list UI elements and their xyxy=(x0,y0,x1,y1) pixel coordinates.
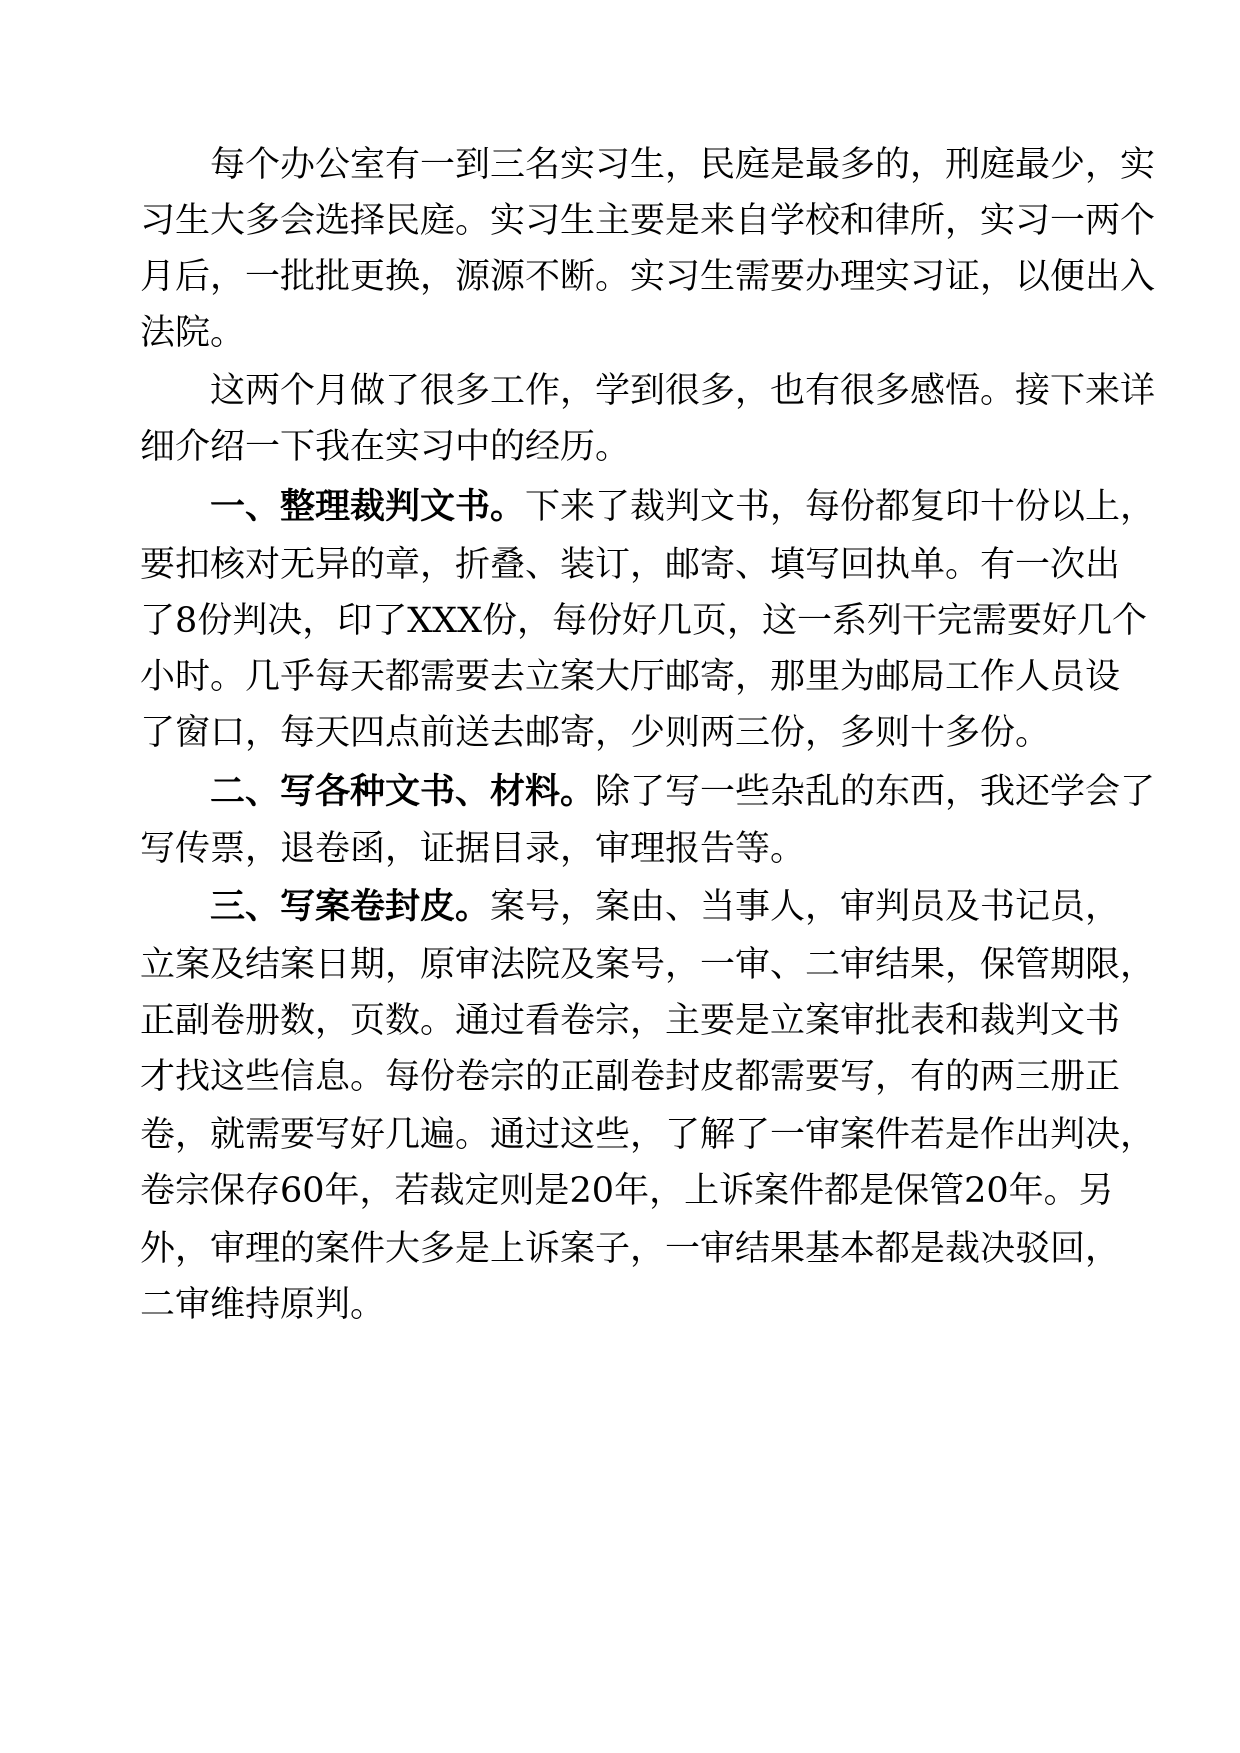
paragraph-1-line-1: 每个办公室有一到三名实习生，民庭是最多的，刑庭最少，实 xyxy=(210,145,1156,185)
section-2-heading: 二、写各种文书、材料。 xyxy=(210,771,596,812)
paragraph-1-line-3: 月后，一批批更换，源源不断。实习生需要办理实习证，以便出入 xyxy=(140,257,1156,297)
paragraph-5-line-5: 卷，就需要写好几遍。通过这些，了解了一审案件若是作出判决， xyxy=(140,1115,1156,1155)
paragraph-1-line-4: 法院。 xyxy=(140,313,246,353)
paragraph-5-line-7: 外，审理的案件大多是上诉案子，一审结果基本都是裁决驳回， xyxy=(140,1229,1121,1269)
paragraph-5-line-3: 正副卷册数，页数。通过看卷宗，主要是立案审批表和裁判文书 xyxy=(140,1001,1121,1041)
paragraph-5-line-2: 立案及结案日期，原审法院及案号，一审、二审结果，保管期限， xyxy=(140,945,1156,985)
paragraph-4-line-1 xyxy=(140,767,1156,817)
paragraph-3-line-5: 了窗口，每天四点前送去邮寄，少则两三份，多则十多份。 xyxy=(140,713,1051,753)
paragraph-5-line-1 xyxy=(140,882,1121,932)
paragraph-1-line-2: 习生大多会选择民庭。实习生主要是来自学校和律所，实习一两个 xyxy=(140,201,1156,241)
paragraph-3-line-1 xyxy=(140,482,1156,532)
paragraph-5-line-8: 二审维持原判。 xyxy=(140,1285,386,1325)
paragraph-2-line-2: 细介绍一下我在实习中的经历。 xyxy=(140,427,631,467)
section-1-text: 下来了裁判文书，每份都复印十份以上， xyxy=(525,487,1156,527)
section-3-heading: 三、写案卷封皮。 xyxy=(210,886,491,927)
section-1-heading: 一、整理裁判文书。 xyxy=(210,486,526,527)
paragraph-3-line-4: 小时。几乎每天都需要去立案大厅邮寄，那里为邮局工作人员设 xyxy=(140,657,1121,697)
paragraph-5-line-4: 才找这些信息。每份卷宗的正副卷封皮都需要写，有的两三册正 xyxy=(140,1057,1121,1097)
paragraph-4-line-2: 写传票，退卷函，证据目录，审理报告等。 xyxy=(140,829,806,869)
paragraph-3-line-3: 了8份判决，印了XXX份，每份好几页，这一系列干完需要好几个 xyxy=(140,601,1148,641)
paragraph-3-line-2: 要扣核对无异的章，折叠、装订，邮寄、填写回执单。有一次出 xyxy=(140,545,1121,585)
section-2-text: 除了写一些杂乱的东西，我还学会了 xyxy=(595,772,1156,812)
paragraph-5-line-6: 卷宗保存60年，若裁定则是20年，上诉案件都是保管20年。另 xyxy=(140,1171,1114,1211)
paragraph-2-line-1: 这两个月做了很多工作，学到很多，也有很多感悟。接下来详 xyxy=(210,371,1156,411)
section-3-text: 案号，案由、当事人，审判员及书记员， xyxy=(490,887,1121,927)
